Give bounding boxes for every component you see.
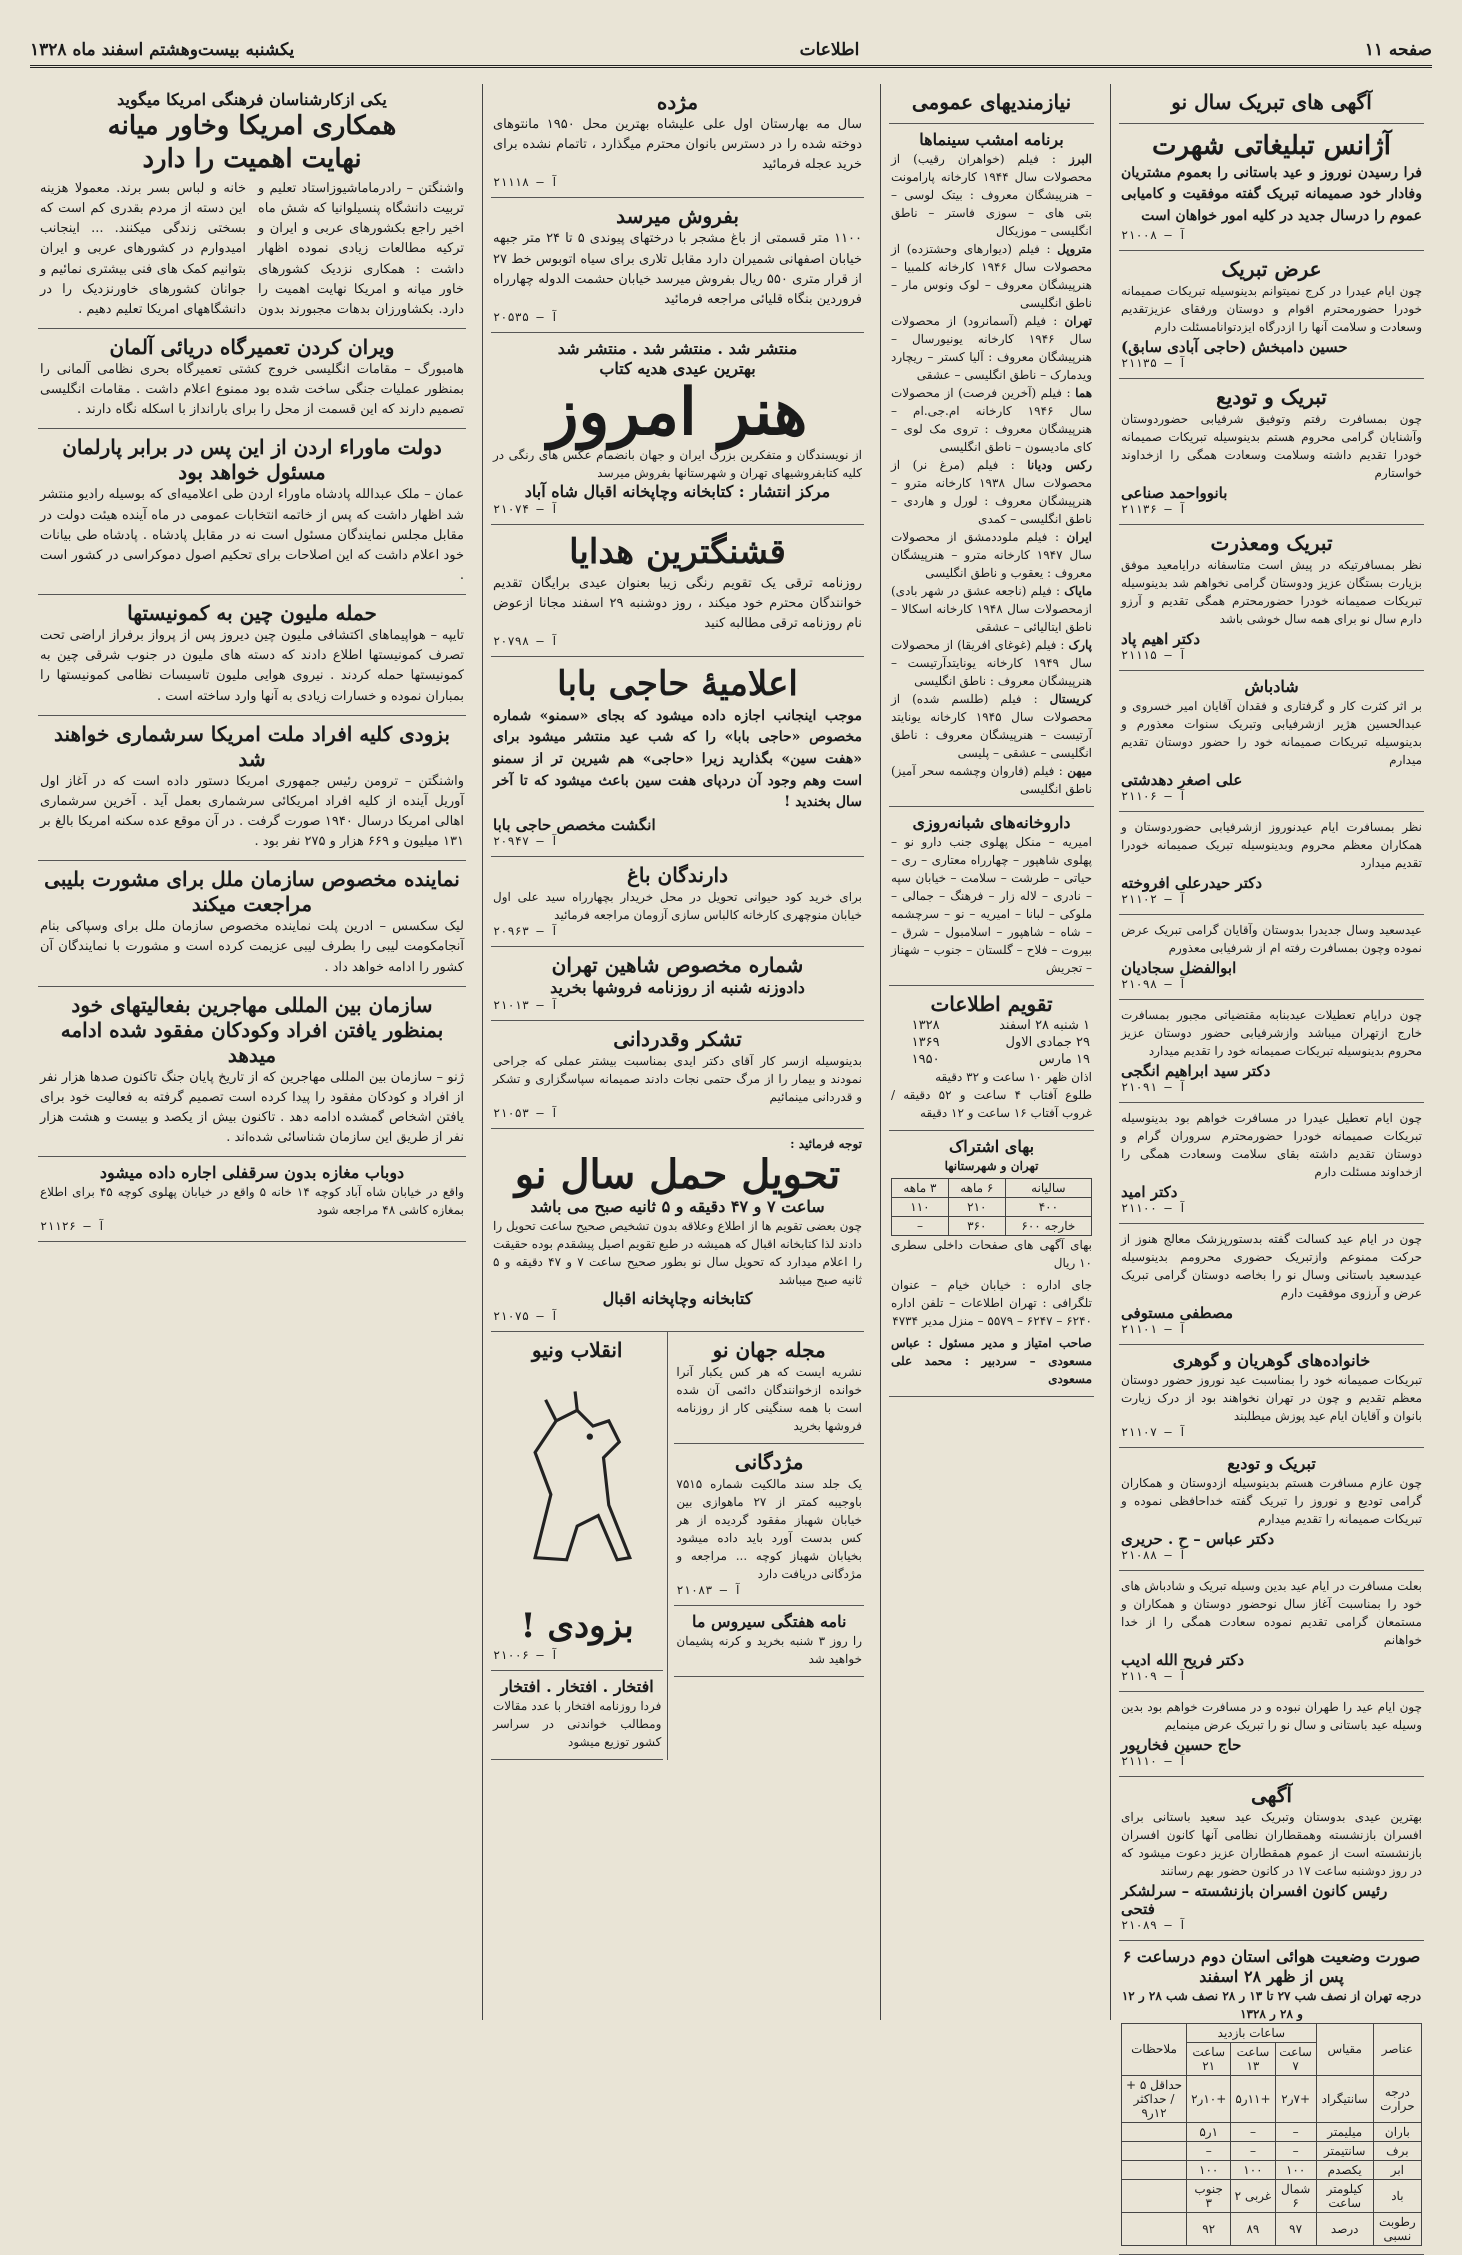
subscription-header: ساليانه bbox=[1005, 1179, 1091, 1198]
article-text: عمان – ملک عبدالله پادشاه ماوراء اردن طی اعلامیه‌ای که بوسیله رادیو منتشر شد اظهار داشت که پس از خاتمه انتخابات عمومی در ماه آینده هیئت دولت در مقابل مجلس نمایندگان مسئول است نه در مقابل پادشاه . پادشاه طی بیانات خود اعلام داشت که این اصلاحات برای تحکیم اصول دموکراسی در کشور است . bbox=[40, 487, 464, 583]
bottom-ads-row bbox=[491, 1332, 864, 1760]
weather-header: ساعات بازدید bbox=[1187, 2023, 1317, 2042]
ad-code: آ – ۲۱۰۸۹ bbox=[1121, 1917, 1187, 1932]
published-line: منتشر شد . منتشر شد . منتشر شد bbox=[557, 338, 798, 358]
sun-times: طلوع آفتاب ۴ ساعت و ۵۲ دقیقه / غروب آفتاب ۱۶ ساعت و ۱۲ دقیقه bbox=[891, 1088, 1092, 1120]
paper-name: اطلاعات bbox=[799, 39, 860, 60]
ad-code: آ – ۲۱۱۱۸ bbox=[493, 175, 559, 190]
ad-sajjadian bbox=[1119, 915, 1424, 1000]
ad-fakharpour bbox=[1119, 1692, 1424, 1777]
table-cell: غربی ۲ bbox=[1231, 2179, 1275, 2212]
table-cell bbox=[1122, 2122, 1187, 2141]
table-row bbox=[1122, 2075, 1422, 2122]
horse-illustration bbox=[493, 1369, 661, 1599]
lead-title-2: نهایت اهمیت را دارد bbox=[142, 143, 362, 174]
ad-text: روزنامه ترقی یک تقویم رنگی زیبا بعنوان عیدی برایگان تقدیم خوانندگان محترم خود میکند ، روز دوشنبه ۲۹ اسفند مجانا ازعوض نام روزنامه ترقی مطالبه کنید bbox=[493, 575, 862, 631]
cinema-text: فیلم (غوغای افریقا) از محصولات سال ۱۹۴۹ کارخانه یونایتدآرتیست – هنرپیشگان معروف : ناطق انگلیسی bbox=[891, 638, 1092, 688]
ad-title: دوباب مغازه بدون سرقفلی اجاره داده میشود bbox=[99, 1163, 405, 1183]
table-cell: ۱ شنبه ۲۸ اسفند bbox=[999, 1018, 1090, 1033]
table-cell bbox=[1122, 2141, 1187, 2160]
table-cell: ۱۱۰ bbox=[892, 1198, 949, 1217]
weather-subheader: ساعت ۲۱ bbox=[1187, 2042, 1231, 2075]
cinema-name: تهران bbox=[1064, 314, 1092, 328]
pharmacy-title: داروخانه‌های شبانه‌روزی bbox=[912, 813, 1071, 832]
notices-header: نیازمندیهای عمومی bbox=[889, 84, 1094, 124]
weather-header: عناصر bbox=[1373, 2023, 1421, 2075]
ad-code: آ – ۲۰۹۴۷ bbox=[493, 834, 559, 849]
lead-article bbox=[38, 84, 466, 329]
weather-title: صورت وضعیت هوائی استان دوم درساعت ۶ پس از ظهر ۲۸ اسفند bbox=[1122, 1946, 1421, 1986]
column-greetings bbox=[1110, 84, 1432, 2243]
subscription-header: ۶ ماهه bbox=[948, 1179, 1005, 1198]
list-item: مایاک : فیلم (ناجعه عشق در شهر بادی) ازمحصولات سال ۱۹۴۸ کارخانه اسکالا – ناطق ایتالیائی – عشقی bbox=[891, 584, 1093, 634]
ad-signature: دکتر اهیم پاد bbox=[1121, 629, 1201, 648]
table-row bbox=[1122, 2160, 1422, 2179]
issue-date: یکشنبه بیست‌وهشتم اسفند ماه ۱۳۲۸ bbox=[30, 39, 295, 60]
cinema-text: فیلم (آخرین فرصت) از محصولات سال ۱۹۴۶ کارخانه ام.جی.ام – هنرپیشگان معروف : تروی مک لوی – کای مادیسون – ناطق انگلیسی bbox=[891, 386, 1092, 454]
ad-code: آ – ۲۱۰۷۴ bbox=[493, 502, 559, 517]
ad-signature: دکتر امید bbox=[1121, 1182, 1178, 1201]
ad-title: بفروش میرسد bbox=[616, 204, 739, 229]
weather-subheader: ساعت ۷ bbox=[1275, 2042, 1316, 2075]
ad-tabrik-maazerat bbox=[1119, 525, 1424, 671]
ad-title: تشکر وقدردانی bbox=[613, 1027, 742, 1052]
ad-tabrik-vadae bbox=[1119, 379, 1424, 525]
ad-iftekhar bbox=[491, 1671, 663, 1760]
list-item: کریستال : فیلم (طلسم شده) از محصولات سال ۱۹۴۵ کارخانه یونایتد آرتیست – هنرپیشگان معروف : ناطق انگلیسی – عشقی – پلیسی bbox=[891, 692, 1093, 760]
cinema-name: مایاک bbox=[1064, 584, 1093, 598]
ad-agahi bbox=[1119, 1777, 1424, 1941]
ad-text: نشریه ایست که هر کس یکبار آنرا خوانده ازخوانندگان دائمی آن شده است با همه سنگینی کار از روزنامه فروشها بخرید bbox=[676, 1365, 862, 1434]
ad-text: بهترین عیدی بدوستان وتبریک عید سعید باستانی برای افسران بازنشسته وهمقطاران نظامی آنها کانون افسران بازنشسته است از عموم همقطاران عزیز دعوت میشود که در روز دوشنبه ساعت ۱۷ در کانون حضور بهم رسانند bbox=[1121, 1809, 1422, 1878]
ad-title: تبریک و تودیع bbox=[1227, 1453, 1316, 1473]
ad-code: آ – ۲۱۱۲۶ bbox=[40, 1219, 106, 1234]
list-item: البرز : فیلم (خواهران رقیب) از محصولات سال ۱۹۴۴ کارخانه پارامونت – هنرپیشگان معروف : بیتک لوسی – بتی های – سوزی فاستر – ناطق انگلیسی – موزیکال bbox=[891, 152, 1093, 238]
table-cell: +۱۱ر۵ bbox=[1231, 2075, 1275, 2122]
table-cell: درصد bbox=[1316, 2212, 1373, 2245]
article-title: سازمان بین المللی مهاجرین بفعالیتهای خود بمنظور یافتن افراد وکودکان مفقود شده ادامه میدهد bbox=[60, 992, 444, 1067]
ad-code: آ – ۲۱۰۹۱ bbox=[1121, 1079, 1187, 1094]
article-title: نماینده مخصوص سازمان ملل برای مشورت بلیبی مراجعت میکند bbox=[44, 867, 460, 917]
honar-kicker: بهترین عیدی هدیه کتاب bbox=[599, 358, 756, 378]
lead-text: واشنگتن – رادرماماشیوزاستاد تعلیم و تربیت دانشگاه پنسیلوانیا که شش ماه اخیر راجع بکشورهای عربی و ایران و ترکیه مطالعات زیادی نموده اظهار داشت : همکاری نزدیک کشورهای خاور میانه و امریکا نهایت اهمیت را دارد. بکشاورزان بدهات مجبورند بدون خانه و لباس بسر برند. معمولا هزینه این دسته از مردم بقدری کم است که بسختی زندگی میکنند. ... اینجانب امیدوارم در کشورهای عربی و ایران بتوانیم کمک های فنی بیشتری نمائیم و جوانان کشورهای خاورنزدیک را در دانشگاههای امریکا تعلیم دهیم . bbox=[40, 181, 464, 317]
table-cell: ۸۹ bbox=[1231, 2212, 1275, 2245]
article-un bbox=[38, 861, 466, 986]
revolution-bottom: بزودی ! bbox=[520, 1606, 634, 1647]
ad-jewelers bbox=[1119, 1345, 1424, 1448]
ad-signature: کتابخانه وچاپخانه اقبال bbox=[602, 1289, 753, 1309]
attention-line: توجه فرمائید : bbox=[790, 1137, 862, 1152]
column-news bbox=[30, 84, 474, 2020]
table-cell: برف bbox=[1373, 2141, 1421, 2160]
article-shipyard bbox=[38, 329, 466, 429]
ad-title: مژدگانی bbox=[734, 1450, 804, 1475]
ad-code: آ – ۲۱۱۱۰ bbox=[1121, 1753, 1187, 1768]
ad-tabrik-vadae-2 bbox=[1119, 1448, 1424, 1571]
single-issue-price: بهای آگهی های صفحات داخلی سطری ۱۰ ریال bbox=[891, 1238, 1092, 1270]
weather-subheader: ساعت ۱۳ bbox=[1231, 2042, 1275, 2075]
ad-code: آ – ۲۰۷۹۸ bbox=[493, 634, 559, 649]
calendar bbox=[889, 986, 1094, 1131]
cinema-text: فیلم (مرغ نر) از محصولات سال ۱۹۳۸ کارخانه مترو – هنرپیشگان معروف : لورل و هاردی – ناطق انگلیسی – کمدی bbox=[891, 458, 1092, 526]
ad-mojdegani bbox=[674, 1444, 864, 1606]
cinema-list bbox=[891, 150, 1092, 798]
ad-signature: بانوواحمد صناعی bbox=[1121, 483, 1228, 502]
table-cell: – bbox=[1231, 2141, 1275, 2160]
cinema-name: میهن bbox=[1067, 764, 1093, 778]
ad-honar bbox=[491, 333, 864, 525]
ad-text: فردا روزنامه افتخار با عدد مقالات ومطالب خواندنی در سراسر کشور توزیع میشود bbox=[493, 1698, 662, 1749]
ad-garden bbox=[491, 857, 864, 947]
ad-code: آ – ۲۱۱۳۶ bbox=[1121, 501, 1187, 516]
table-cell: رطوبت نسبی bbox=[1373, 2212, 1421, 2245]
masthead bbox=[30, 34, 1432, 68]
article-jordan bbox=[38, 429, 466, 595]
article-title: حمله ملیون چین به کمونیستها bbox=[127, 601, 377, 626]
table-cell: ۹۲ bbox=[1187, 2212, 1231, 2245]
ad-code: آ – ۲۱۰۵۳ bbox=[493, 1106, 559, 1121]
ad-text: موجب اینجانب اجازه داده میشود که بجای «سمنو» شماره مخصوص «حاجی بابا» را که شب عید منتشر میشود برای «هفت سین» بگذارید زیرا «حاجی» هم شیرین تر از سمنو است وهم وجود آن دردپای هفت سین باعث میشود که تا آخر سال بخندید ! bbox=[493, 707, 862, 811]
cinema-name: متروپل bbox=[1057, 242, 1092, 256]
ad-text: نظر بمسافرتیکه در پیش است متاسفانه درایامعید موفق بزیارت بستگان عزیز ودوستان گرامی نخواهم شد بدینوسیله تبریکات صمیمانه خودرا حضورمحترم همگی تقدیم و آرزو دارم سال نو برای همه سال خوشی باشد bbox=[1121, 557, 1422, 626]
ad-shahin bbox=[491, 947, 864, 1021]
cinema-text: فیلم (خواهران رقیب) از محصولات سال ۱۹۴۴ کارخانه پارامونت – هنرپیشگان معروف : بیتک لوسی – بتی های – سوزی فاستر – ناطق انگلیسی – موزیکال bbox=[891, 152, 1092, 238]
ad-title: اعلامیهٔ حاجی بابا bbox=[557, 664, 798, 705]
article-text: واشنگتن – ترومن رئیس جمهوری امریکا دستور داده است که در آغاز اول آوریل آینده از کلیه افراد امریکائی سرشماری بعمل آید . آخرین سرشماری اهالی امریکا درسال ۱۹۴۰ صورت گرفت . در آن موقع عده سکنه امریکا بالغ بر ۱۳۱ میلیون و ۶۶۹ هزار و ۲۷۵ نفر بود . bbox=[40, 773, 464, 850]
table-cell: – bbox=[1231, 2122, 1275, 2141]
list-item: میهن : فیلم (فاروان وچشمه سحر آمیز) ناطق انگلیسی bbox=[891, 764, 1093, 796]
ad-code: آ – ۲۱۰۹۸ bbox=[1121, 976, 1187, 991]
table-cell: جنوب ۳ bbox=[1187, 2179, 1231, 2212]
article-text: ژنو – سازمان بین المللی مهاجرین که از تاریخ پایان جنگ تاکنون صدها هزار نفر از افراد و کودکان مفقود را پیدا کرده است تصمیم گرفته به فعالیت خود برای یافتن اشخاص گمشده ادامه دهد . تاکنون بیش از یکصد و بیست و هشت هزار نفر از طریق این سازمان شناسائی شده‌اند . bbox=[40, 1069, 464, 1146]
table-cell bbox=[1122, 2212, 1187, 2245]
subscription-title: بهای اشتراک bbox=[948, 1137, 1035, 1156]
column-notices bbox=[880, 84, 1102, 2020]
ad-code: آ – ۲۱۱۱۵ bbox=[1121, 647, 1187, 662]
column-ads bbox=[482, 84, 872, 2020]
table-cell: ۹۷ bbox=[1275, 2212, 1316, 2245]
ad-tahvil bbox=[491, 1129, 864, 1332]
ad-text: ۱۱۰۰ متر قسمتی از باغ مشجر با درختهای پیوندی ۵ تا ۲۴ متر جبهه خیابان اصفهانی شمیران دارد مقابل تلاری برای سیاه اتوبوس خط ۲۷ از قرار متری ۵۵۰ ریال بفروش میرسد خیابان حشمت الدوله چهارراه فروردین بنگاه قلیائی مراجعه فرمائید bbox=[493, 231, 863, 307]
ad-text: فرا رسیدن نوروز و عید باستانی را بعموم مشتریان وفادار خود صمیمانه تبریک گفته موفقیت و کامیابی عموم را درسال جدید در کلیه امور خواهان است bbox=[1121, 164, 1422, 224]
table-cell: ۱۹ مارس bbox=[1038, 1052, 1090, 1067]
calendar-table bbox=[891, 1017, 1092, 1068]
ad-title: افتخار . افتخار . افتخار bbox=[500, 1676, 654, 1696]
ad-code: آ – ۲۱۱۰۱ bbox=[1121, 1321, 1187, 1336]
ad-code: آ – ۲۱۱۰۷ bbox=[1121, 1424, 1187, 1439]
ad-code: آ – ۲۱۰۰۸ bbox=[1121, 227, 1187, 242]
cinema-name: البرز bbox=[1068, 152, 1093, 166]
cinema-text: فیلم (طلسم شده) از محصولات سال ۱۹۴۵ کارخانه یونایتد آرتیست – هنرپیشگان معروف : ناطق انگلیسی – عشقی – پلیسی bbox=[891, 692, 1093, 760]
ad-angaji bbox=[1119, 1000, 1424, 1103]
ad-text: تبریکات صمیمانه خود را بمناسبت عید نوروز حضور دوستان معظم تقدیم و چون در تهران نخواهند بود از درک زیارت بانوان و آقایان ایام عید پوزش میطلبند bbox=[1121, 1372, 1422, 1423]
subscription bbox=[889, 1131, 1094, 1397]
row-label: خارجه bbox=[1044, 1219, 1076, 1233]
ad-text: دادوزنه شنبه از روزنامه فروشها بخرید bbox=[550, 978, 805, 998]
ad-text: واقع در خیابان شاه آباد کوچه ۱۴ خانه ۵ واقع در خیابان پهلوی کوچه ۴۵ برای اطلاع بمغازه کاشی ۴۸ مراجعه شود bbox=[40, 1185, 464, 1218]
article-refugees bbox=[38, 987, 466, 1158]
subscription-subtitle: تهران و شهرستانها bbox=[944, 1159, 1039, 1173]
ad-text: چون ایام عید را طهران نبوده و در مسافرت خواهم بود بدین وسیله عید باستانی و سال نو را تبریک عرض مینمایم bbox=[1121, 1699, 1422, 1732]
weather-header: ملاحظات bbox=[1122, 2023, 1187, 2075]
ad-code: آ – ۲۱۰۱۳ bbox=[493, 998, 559, 1013]
table-cell bbox=[1005, 1217, 1091, 1236]
table-cell: یکصدم bbox=[1316, 2160, 1373, 2179]
ad-title: تحویل حمل سال نو bbox=[514, 1151, 841, 1199]
ad-title: مجله جهان نو bbox=[712, 1338, 826, 1363]
article-text: لیک سکسس – ادرین پلت نماینده مخصوص سازمان ملل برای وسپاکی بنام آنجامکومت لیبی را بطرف لیبی عزیمت کرده است و مشورت با نمایندگان آن کشور را ادامه خواهد داد . bbox=[40, 919, 464, 975]
article-census bbox=[38, 716, 466, 862]
ad-signature: حسین دامبخش (حاجی آبادی سابق) bbox=[1121, 337, 1348, 356]
ad-text: چون در ایام عید کسالت گفته بدستورپزشک معالج هنوز از حرکت ممنوعم وازتبریک حضوری محرومم بدینوسیله عیدسعید باستانی وسال نو را بخاصه دوستان گرامی تبریک عرض و آرزوی موفقیت دارم bbox=[1121, 1231, 1422, 1300]
ad-text: را روز ۳ شنبه بخرید و کرنه پشیمان خواهید شد bbox=[676, 1634, 862, 1667]
article-title: بزودی کلیه افراد ملت امریکا سرشماری خواهند شد bbox=[54, 721, 450, 771]
bottom-ads-left bbox=[491, 1332, 668, 1760]
table-cell bbox=[1122, 2179, 1187, 2212]
ad-code: آ – ۲۰۵۳۵ bbox=[493, 309, 559, 324]
ad-code: آ – ۲۱۱۰۹ bbox=[1121, 1668, 1187, 1683]
ad-agency bbox=[1119, 124, 1424, 251]
ad-code: آ – ۲۱۱۰۲ bbox=[1121, 891, 1187, 906]
ad-sale bbox=[491, 198, 864, 333]
ad-text: چون درایام تعطیلات عیدبنابه مقتضیاتی مجبور بمسافرت خارج ازتهران میباشد وازشرفیابی حضور دوستان عزیز محروم بدینوسیله تبریکات صمیمانه خود را تقدیم میدارد bbox=[1121, 1007, 1422, 1058]
list-item: هما : فیلم (آخرین فرصت) از محصولات سال ۱۹۴۶ کارخانه ام.جی.ام – هنرپیشگان معروف : تروی مک لوی – کای مادیسون – ناطق انگلیسی bbox=[891, 386, 1093, 454]
cinema-text: فیلم (دیوارهای وحشتزده) از محصولات سال ۱۹۴۶ کارخانه کلمبیا – هنرپیشگان معروف – لوک ونوس مار – ناطق انگلیسی bbox=[891, 242, 1093, 310]
article-text: هامبورگ – مقامات انگلیسی خروج کشتی تعمیرگاه بحری نظامی آلمانی را بمنظور عملیات جنگی ساخت شده بود ممنوع اعلام داشت . مقامات انگلیسی تصمیم دارند که این قسمت از محل را برای بارانداز با اسکله نگاه دارند . bbox=[40, 361, 464, 418]
ad-code: آ – ۲۱۰۸۸ bbox=[1121, 1547, 1187, 1562]
ad-signature: دکتر عباس – ح . حریری bbox=[1121, 1529, 1275, 1548]
article-title: دولت ماوراء اردن از این پس در برابر پارلمان مسئول خواهد بود bbox=[62, 435, 442, 485]
cinema-text: فیلم (فاروان وچشمه سحر آمیز) ناطق انگلیسی bbox=[891, 764, 1092, 796]
ad-omid bbox=[1119, 1103, 1424, 1224]
ad-text: چون بعضی تقویم ها از اطلاع وعلاقه بدون تشخیص صحیح ساعت تحویل را دادند لذا کتابخانه اقبال که همیشه در طبع تقویم اصیل پیشقدم بوده حقیقت را اعلام میدارد که تحویل سال نو بطور صحیح ساعت ۷ و ۴۷ دقیقه و ۵ ثانیه صبح میباشد bbox=[493, 1219, 862, 1288]
table-cell: – bbox=[1187, 2141, 1231, 2160]
pharmacies bbox=[889, 807, 1094, 986]
ad-text: چون عازم مسافرت هستم بدینوسیله ازدوستان و همکاران گرامی تودیع و نوروز را تبریک گفته خداحافظی نموده و تبریکات صمیمانه را تقدیم میدارم bbox=[1121, 1475, 1422, 1526]
ad-signature: انگشت مخصص حاجی بابا bbox=[493, 816, 656, 835]
table-cell: ۲۱۰ bbox=[948, 1198, 1005, 1217]
ad-text: یک جلد سند مالکیت شماره ۷۵۱۵ باوجیبه کمتر از ۲۷ ماهوازی بین خیابان شهباز مفقود گردیده از هر کس بدست آورد باید داده میشود بخیابان شهباز کوچه ... مراجعه و مژدگانی دریافت دارد bbox=[676, 1477, 863, 1582]
cinema-name: ایران bbox=[1066, 530, 1092, 544]
cinema-name: هما bbox=[1075, 386, 1093, 400]
ad-signature: حاج حسین فخارپور bbox=[1121, 1735, 1242, 1754]
ad-code: آ – ۲۱۰۸۳ bbox=[676, 1583, 742, 1598]
cinema-programs bbox=[889, 124, 1094, 807]
ad-thanks bbox=[491, 1021, 864, 1129]
revolution-top: انقلاب ونیو bbox=[531, 1338, 623, 1363]
ad-adib bbox=[1119, 1571, 1424, 1692]
ads-header: آگهی های تبریک سال نو bbox=[1119, 84, 1424, 124]
azan-time: اذان ظهر ۱۰ ساعت و ۳۲ دقیقه bbox=[935, 1070, 1092, 1084]
newspaper-page bbox=[30, 34, 1432, 2243]
table-cell: درجه حرارت bbox=[1373, 2075, 1421, 2122]
table-cell: ۱۰۰ bbox=[1231, 2160, 1275, 2179]
ad-title: عرض تبریک bbox=[1221, 256, 1322, 281]
honar-center: مرکز انتشار : کتابخانه وچاپخانه اقبال شاه آباد bbox=[524, 482, 831, 502]
ad-afrokhteh bbox=[1119, 812, 1424, 915]
table-cell: ۱۳۲۸ bbox=[911, 1018, 940, 1033]
ad-code: آ – ۲۱۱۳۵ bbox=[1121, 355, 1187, 370]
ad-title: آژانس تبلیغاتی شهرت bbox=[1152, 131, 1391, 161]
table-cell: ۱۹۵۰ bbox=[911, 1052, 940, 1067]
cinema-text: فیلم ملوددمشق از محصولات سال ۱۹۴۷ کارخانه مترو – هنرپیشگان معروف : یعقوب و ناطق انگلیسی bbox=[891, 530, 1092, 580]
ad-text: از نویسندگان و متفکرین بزرگ ایران و جهان بانضمام عکس های رنگی در کلیه کتابفروشیهای تهران و شهرستانها بفروش میرسد bbox=[493, 448, 862, 481]
table-cell: ۴۰۰ bbox=[1005, 1198, 1091, 1217]
ad-text: سال مه بهارستان اول علی علیشاه بهترین محل ۱۹۵۰ مانتوهای دوخته شده را در دسترس بانوان محترم میگذارد ، تاتمام نشده برای خرید عجله فرمائید bbox=[493, 117, 862, 173]
cinema-name: کریستال bbox=[1049, 692, 1093, 706]
ad-jahan-no bbox=[674, 1332, 864, 1444]
list-item: رکس ودیانا : فیلم (مرغ نر) از محصولات سال ۱۹۳۸ کارخانه مترو – هنرپیشگان معروف : لورل و هاردی – ناطق انگلیسی – کمدی bbox=[891, 458, 1093, 526]
ad-code: آ – ۲۰۹۶۳ bbox=[493, 924, 559, 939]
subscription-table bbox=[891, 1178, 1092, 1236]
ad-text: چون ایام عیدرا در کرج نمیتوانم بدینوسیله تبریکات صمیمانه خودرا حضورمحترم اقوام و دوستان ورفقای عزیزتقدیم وسعادت و سلامت آنها را ازدرگاه ایزدتوانامسئلت دارم bbox=[1121, 283, 1422, 334]
table-cell: +۷ر۲ bbox=[1275, 2075, 1316, 2122]
ad-text: چون بمسافرت رفتم وتوفیق شرفیابی حضوردوستان وآشنایان گرامی محروم هستم بدینوسیله تبریکات صمیمانه خودرا تقدیم داشته وسلامت وسعادت همگی را ازخداوند خواستارم bbox=[1121, 411, 1422, 480]
ad-code: آ – ۲۱۱۰۶ bbox=[1121, 788, 1187, 803]
list-item: تهران : فیلم (آسمانرود) از محصولات سال ۱۹۴۶ کارخانه یونیورسال – هنرپیشگان معروف : آلیا کستر – ریچارد ویدمارک – ناطق انگلیسی – عشقی bbox=[891, 314, 1092, 382]
list-item: متروپل : فیلم (دیوارهای وحشتزده) از محصولات سال ۱۹۴۶ کارخانه کلمبیا – هنرپیشگان معروف – لوک ونوس مار – ناطق انگلیسی bbox=[891, 242, 1093, 310]
table-row bbox=[891, 1017, 1092, 1034]
table-row bbox=[892, 1217, 1092, 1236]
table-cell: – bbox=[1275, 2141, 1316, 2160]
cinema-name: پارک bbox=[1068, 638, 1093, 652]
table-row bbox=[891, 1034, 1092, 1051]
ad-title: تبریک و تودیع bbox=[1216, 384, 1327, 409]
ad-gifts bbox=[491, 525, 864, 657]
table-cell: ابر bbox=[1373, 2160, 1421, 2179]
table-cell: ۳۶۰ bbox=[948, 1217, 1005, 1236]
ad-mostowfi bbox=[1119, 1224, 1424, 1345]
table-row bbox=[1122, 2141, 1422, 2160]
ad-text: برای خرید کود حیوانی تحویل در محل خریدار بچهارراه سید علی اول خیابان منوچهری کارخانه کالباس سازی آزومان مراجعه فرمائید bbox=[493, 890, 862, 923]
cinema-text: فیلم (آسمانرود) از محصولات سال ۱۹۴۶ کارخانه یونیورسال – هنرپیشگان معروف : آلیا کستر – ریچارد ویدمارک – ناطق انگلیسی – عشقی bbox=[891, 314, 1092, 382]
ad-signature: مصطفی مستوفی bbox=[1121, 1303, 1234, 1322]
article-text: تایپه – هواپیماهای اکتشافی ملیون چین دیروز پس از پرواز برفراز اراضی تحت تصرف کمونیستها اطلاع دادند که دسته های ملیون در جنوب شرقی چین به کمونیستها حمله کردند . نیروی هوایی ملیون تاسیسات نظامی کمونیستها را بمباران نموده و خسارات زیادی به آنها وارد ساخته است . bbox=[40, 628, 464, 704]
ad-text: بعلت مسافرت در ایام عید بدین وسیله تبریک و شادباش های خود را بمناسبت آغاز سال نوحضور دوستان و همکاران و مستمعان گرامی تقدیم نموده سعادت همگی را از خدا خواهانم bbox=[1121, 1578, 1422, 1647]
weather-table bbox=[1121, 2023, 1422, 2246]
lead-title-1: همکاری امریکا وخاور میانه bbox=[107, 111, 397, 141]
ad-arz-tabrik bbox=[1119, 251, 1424, 379]
office-address: جای اداره : خیابان خیام – عنوان تلگرافی : تهران اطلاعات – تلفن اداره ۶۲۴۰ – ۶۲۴۷ – ۵۵۷۹ – منزل مدیر ۴۷۳۴ bbox=[891, 1278, 1092, 1328]
table-row bbox=[1122, 2179, 1422, 2212]
ad-signature: دکتر حیدرعلی افروخته bbox=[1121, 873, 1263, 892]
table-row bbox=[1122, 2122, 1422, 2141]
table-cell: +۱۰ر۲ bbox=[1187, 2075, 1231, 2122]
table-cell: سانتیگراد bbox=[1316, 2075, 1373, 2122]
subscription-header: ۳ ماهه bbox=[892, 1179, 949, 1198]
cinema-text: فیلم (ناجعه عشق در شهر بادی) ازمحصولات سال ۱۹۴۸ کارخانه اسکالا – ناطق ایتالیائی – عشقی bbox=[891, 584, 1092, 634]
article-china bbox=[38, 595, 466, 716]
ad-text: عیدسعید وسال جدیدرا بدوستان وآقایان گرامی تبریک عرض نموده وچون بمسافرت رفته ام از شرفیابی معذورم bbox=[1121, 922, 1422, 955]
ad-cyrus bbox=[674, 1606, 864, 1677]
table-cell: ۱۳۶۹ bbox=[911, 1035, 940, 1050]
table-cell: ۱۰۰ bbox=[1187, 2160, 1231, 2179]
tahvil-time: ساعت ۷ و ۴۷ دقیقه و ۵ ثانیه صبح می باشد bbox=[530, 1197, 825, 1217]
publisher-line: صاحب امتیاز و مدیر مسئول : عباس مسعودی – سردبیر : محمد علی مسعودی bbox=[891, 1336, 1092, 1386]
weather-header: مقیاس bbox=[1316, 2023, 1373, 2075]
weather-subtitle: درجه تهران از نصف شب ۲۷ تا ۱۳ ر ۲۸ نصف شب ۲۸ ر ۱۲ و ۲۸ ر ۱۳۲۸ bbox=[1121, 1988, 1422, 2021]
ad-title: آگهی bbox=[1251, 1782, 1292, 1807]
page-number: صفحه ۱۱ bbox=[1364, 39, 1432, 60]
table-row bbox=[892, 1198, 1092, 1217]
ad-title: شادباش bbox=[1244, 676, 1299, 696]
ad-code: آ – ۲۱۰۷۵ bbox=[493, 1309, 559, 1324]
cinema-title: برنامه امشب سینماها bbox=[919, 130, 1064, 149]
ad-signature: رئیس کانون افسران بازنشسته – سرلشکر فتحی bbox=[1121, 1881, 1388, 1918]
ad-revolution bbox=[491, 1332, 663, 1671]
article-title: ویران کردن تعمیرگاه دریائی آلمان bbox=[109, 334, 395, 359]
cinema-name: رکس ودیانا bbox=[1027, 458, 1093, 472]
table-cell: باد bbox=[1373, 2179, 1421, 2212]
table-cell: سانتیمتر bbox=[1316, 2141, 1373, 2160]
pharmacy-text: امیریه – منکل پهلوی جنب دارو نو – پهلوی شاهپور – چهارراه معتاری – ری – حیاتی – طرشت – سلامت – خیابان سپه – نادری – لاله زار – فرهنگ – جمالی – ملوکی – لبانا – امیریه – نو – سرچشمه – شاه – شاهپور – اسلامبول – شرق – بیروت – فلاح – گلستان – جنوب – شهناز – تجریش bbox=[891, 835, 1092, 975]
ad-text: چون ایام تعطیل عیدرا در مسافرت خواهم بود بدینوسیله تبریکات صمیمانه خودرا حضورمحترم سروران گرام و دوستان تقدیم داشته بقای سلامت وسعادت همگی را ازخداوند مسئلت دارم bbox=[1121, 1110, 1422, 1179]
calendar-title: تقویم اطلاعات bbox=[930, 992, 1053, 1016]
ad-signature: ابوالفضل سجادیان bbox=[1121, 958, 1237, 977]
ad-title: تبریک ومعذرت bbox=[1210, 530, 1333, 555]
ad-title: مژده bbox=[656, 90, 699, 114]
table-cell: حداقل ۵ + / حداکثر ۱۲ر۹ bbox=[1122, 2075, 1187, 2122]
ad-shadbash bbox=[1119, 671, 1424, 812]
table-cell: میلیمتر bbox=[1316, 2122, 1373, 2141]
ad-title: قشنگترین هدایا bbox=[569, 532, 786, 573]
table-cell: ۱ر۵ bbox=[1187, 2122, 1231, 2141]
ad-code: آ – ۲۱۱۰۰ bbox=[1121, 1200, 1187, 1215]
ad-text: بدینوسیله ازسر کار آقای دکتر ایدی بمناسبت بیشتر عملی که جراحی نمودند و بیمار را از مرگ حتمی نجات دادند صمیمانه سپاسگزاری و تشکر و قدردانی مینمائیم bbox=[493, 1054, 862, 1105]
honar-logo: هنر امروز bbox=[547, 374, 808, 450]
table-cell: کیلومتر ساعت bbox=[1316, 2179, 1373, 2212]
ad-code: آ – ۲۱۰۰۶ bbox=[493, 1647, 559, 1662]
ad-title: نامه هفتگی سیروس ما bbox=[691, 1612, 847, 1632]
table-cell bbox=[1122, 2160, 1187, 2179]
table-cell: – bbox=[1275, 2122, 1316, 2141]
list-item: پارک : فیلم (غوغای افریقا) از محصولات سال ۱۹۴۹ کارخانه یونایتدآرتیست – هنرپیشگان معروف : ناطق انگلیسی bbox=[891, 638, 1093, 688]
row-value: ۶۰۰ bbox=[1021, 1219, 1041, 1233]
table-row bbox=[891, 1051, 1092, 1068]
table-cell: – bbox=[892, 1217, 949, 1236]
ad-haji-baba bbox=[491, 657, 864, 857]
list-item: ایران : فیلم ملوددمشق از محصولات سال ۱۹۴۷ کارخانه مترو – هنرپیشگان معروف : یعقوب و ناطق انگلیسی bbox=[891, 530, 1092, 580]
weather-report bbox=[1119, 1941, 1424, 2255]
table-cell: ۱۰۰ bbox=[1275, 2160, 1316, 2179]
ad-title: شماره مخصوص شاهین تهران bbox=[551, 953, 804, 978]
ad-signature: دکتر فریح الله ادیب bbox=[1121, 1650, 1245, 1669]
ad-signature: علی اصغر دهدشتی bbox=[1121, 770, 1243, 789]
ad-shop bbox=[38, 1157, 466, 1242]
bottom-ads-right bbox=[674, 1332, 864, 1760]
table-cell: باران bbox=[1373, 2122, 1421, 2141]
ad-text: بر اثر کثرت کار و گرفتاری و فقدان آقایان امیر خسروی و عبدالحسین هژیر ازشرفیابی وتبریک سنوات معذورم و بدینوسیله تبریکات صمیمانه خود را حضور دوستان تقدیم میدارم bbox=[1121, 698, 1422, 767]
ad-title: خانواده‌های گوهریان و گوهری bbox=[1172, 1350, 1371, 1370]
ad-title: دارندگان باغ bbox=[626, 863, 729, 888]
ad-mozhdeh bbox=[491, 84, 864, 198]
table-cell: شمال ۶ bbox=[1275, 2179, 1316, 2212]
ad-signature: دکتر سید ابراهیم انگجی bbox=[1121, 1061, 1271, 1080]
ad-text: نظر بمسافرت ایام عیدنوروز ازشرفیابی حضوردوستان و همکاران معظم محروم وبدینوسیله تبریک صمیمانه خودرا تقدیم میدارد bbox=[1121, 819, 1422, 870]
lead-kicker: یکی ازکارشناسان فرهنگی امریکا میگوید bbox=[117, 90, 387, 109]
table-cell: ۲۹ جمادی الاول bbox=[1005, 1035, 1090, 1050]
table-row bbox=[1122, 2212, 1422, 2245]
